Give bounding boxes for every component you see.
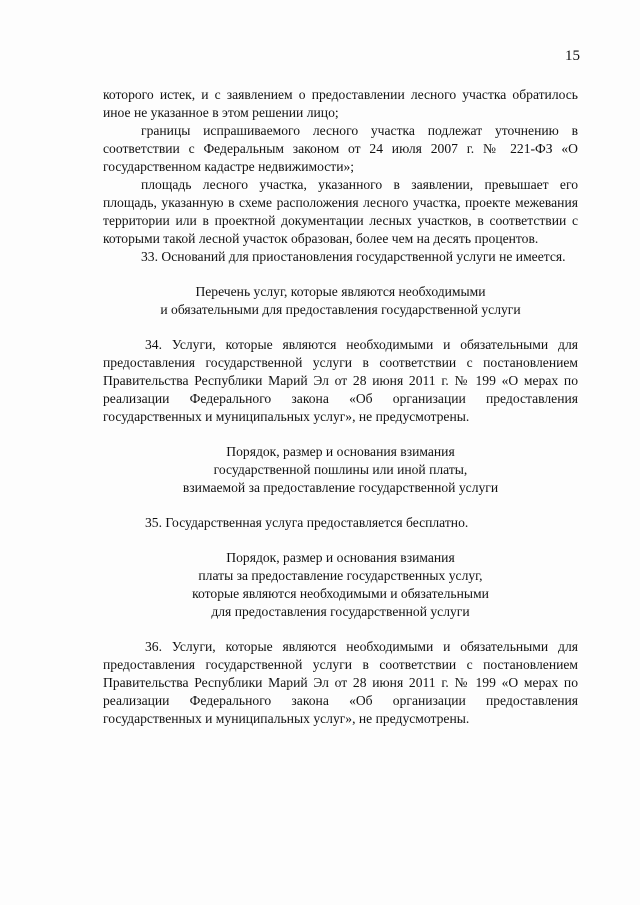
- section-heading-line: взимаемой за предоставление государственной услуги: [182, 480, 499, 495]
- spacer: [103, 532, 578, 549]
- section-heading: [103, 549, 578, 621]
- page-number: 15: [565, 48, 580, 64]
- spacer: [103, 319, 578, 336]
- spacer: [103, 266, 578, 283]
- spacer: [103, 621, 578, 638]
- paragraph: которого истек, и с заявлением о предоставлении лесного участка обратилось иное не указанное в этом решении лицо;: [103, 87, 578, 120]
- document-body: [103, 86, 578, 728]
- spacer: [103, 426, 578, 443]
- paragraph: границы испрашиваемого лесного участка подлежат уточнению в соответствии с Федеральным законом от 24 июля 2007 г. № 221-ФЗ «О государственном кадастре недвижимости»;: [103, 123, 578, 174]
- paragraph: площадь лесного участка, указанного в заявлении, превышает его площадь, указанную в схеме расположения лесного участка, проекте межевания территории или в проектной документации лесных участков, в соответствии с которыми такой лесной участок образован, более чем на десять процентов.: [103, 177, 578, 246]
- paragraph: 36. Услуги, которые являются необходимыми и обязательными для предоставления государственной услуги в соответствии с постановлением Правительства Республики Марий Эл от 28 июня 2011 г. № 199 «О мерах по реализации Федерального закона «Об организации предоставления государственных и муниципальных услуг», не предусмотрены.: [103, 639, 578, 726]
- section-heading: [103, 443, 578, 497]
- section-heading-line: и обязательными для предоставления государственной услуги: [160, 302, 521, 317]
- paragraph: 35. Государственная услуга предоставляется бесплатно.: [145, 515, 469, 530]
- section-heading-line: Порядок, размер и основания взимания: [226, 550, 455, 565]
- section-heading-line: для предоставления государственной услуги: [211, 604, 470, 619]
- section-heading-line: которые являются необходимыми и обязательными: [192, 586, 489, 601]
- section-heading-line: Перечень услуг, которые являются необходимыми: [195, 284, 486, 299]
- spacer: [103, 497, 578, 514]
- section-heading-line: платы за предоставление государственных услуг,: [198, 568, 483, 583]
- section-heading-line: Порядок, размер и основания взимания: [226, 444, 455, 459]
- paragraph: 33. Оснований для приостановления государственной услуги не имеется.: [141, 249, 566, 264]
- paragraph: 34. Услуги, которые являются необходимыми и обязательными для предоставления государственной услуги в соответствии с постановлением Правительства Республики Марий Эл от 28 июня 2011 г. № 199 «О мерах по реализации Федерального закона «Об организации предоставления государственных и муниципальных услуг», не предусмотрены.: [103, 337, 578, 424]
- section-heading: [103, 283, 578, 319]
- section-heading-line: государственной пошлины или иной платы,: [213, 462, 468, 477]
